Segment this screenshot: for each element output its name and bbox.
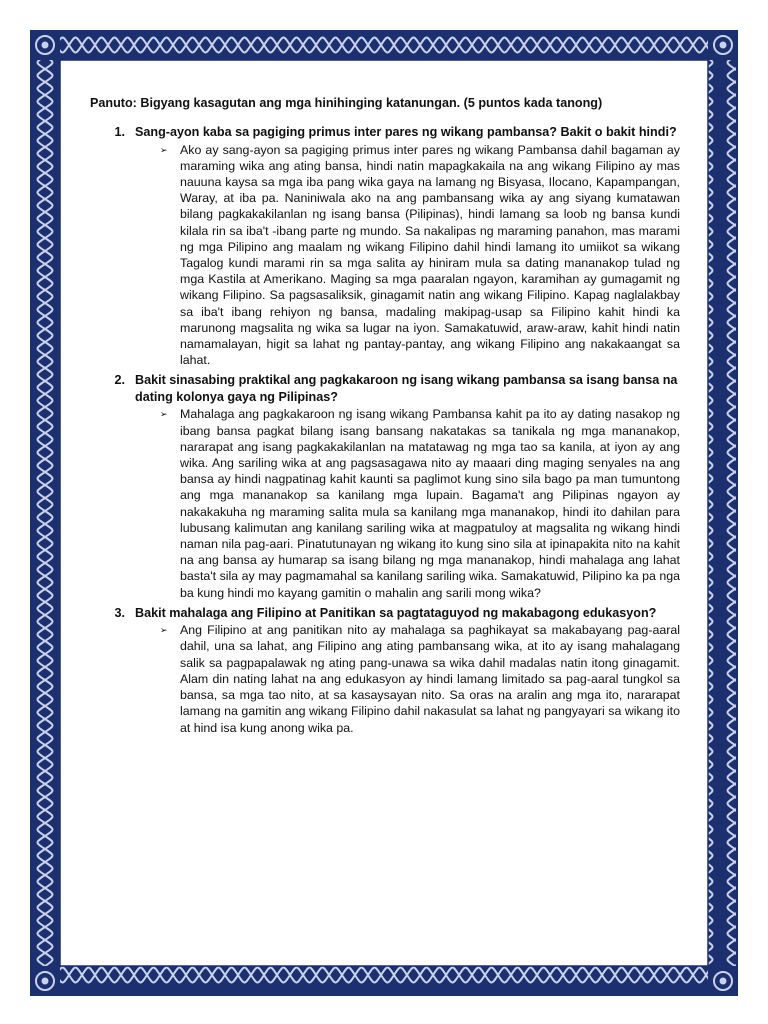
question-number: 1. [114, 125, 125, 139]
corner-ornament-bottom-left [30, 966, 60, 996]
arrow-bullet-icon: ➢ [160, 144, 168, 155]
question-item-1 [90, 124, 680, 368]
question-list [90, 124, 680, 736]
answer-text: Ako ay sang-ayon sa pagiging primus inter pares ng wikang Pambansa dahil bagaman ay maraming wika ang ating bansa, hindi natin mapagkakaila na ang wikang Filipino ay mas nauuna kaysa sa mga iba pang wika gaya na lamang ng Bisyasa, Ilocano, Kapampangan, Waray, at iba pa. Naniniwala ako na ang pambansang wika ay ang siyang kumatawan bilang pagkakakilanlan ng isang bansa (Pilipinas), hindi lamang sa loob ng bansa kundi kilala rin sa iba't -ibang parte ng mundo. Sa nakalipas ng maraming panahon, mas marami ng mga Pilipino ang maalam ng wikang Filipino dahil hindi lamang ito umiikot sa wikang Tagalog kundi marami rin sa mga salita ay hiniram mula sa dating mananakop tulad ng mga Kastila at Amerikano. Maging sa mga paaralan ngayon, karamihan ay gumagamit ng wikang Filipino. Sa pagsasaliksik, ginagamit natin ang wikang Filipino. Kapag naglalakbay sa iba't ibang rehiyon ng bansa, madaling makipag-usap sa Filipino kahit hindi ka marunong magsalita ng wika sa lugar na iyon. Samakatuwid, araw-araw, kahit hindi natin namamalayan, higit sa lahat ng pantay-pantay, ang wikang Filipino ang nakakaangat sa lahat. [180, 142, 680, 368]
question-header [90, 124, 680, 141]
question-text: Bakit sinasabing praktikal ang pagkakaroon ng isang wikang pambansa sa isang bansa na dating kolonya gaya ng Pilipinas? [135, 373, 678, 404]
corner-ornament-top-right [708, 30, 738, 60]
corner-ornament-bottom-right [708, 966, 738, 996]
answer-text: Ang Filipino at ang panitikan nito ay mahalaga sa paghikayat sa makabayang pag-aaral dahil, una sa lahat, ang Filipino ang ating pambansang wika, at ito ay isang mahalagang salik sa pagpapalawak ng ating pang-unawa sa wika dahil madalas natin itong ginagamit. Alam din nating lahat na ang edukasyon ay hindi lamang limitado sa pag-aaral tungkol sa bansa, sa mga tao nito, at sa kasaysayan nito. Sa oras na aralin ang mga ito, nararapat lamang na gamitin ang wikang Filipino dahil nakasulat sa lahat ng pangyayari sa wikang ito at hind isa kung anong wika pa. [180, 623, 680, 735]
question-item-3 [90, 605, 680, 736]
question-text: Bakit mahalaga ang Filipino at Panitikan sa pagtataguyod ng makabagong edukasyon? [135, 605, 657, 620]
answer-block [90, 142, 680, 369]
arrow-bullet-icon: ➢ [160, 625, 168, 636]
document-content [90, 90, 680, 740]
arrow-bullet-icon: ➢ [160, 409, 168, 420]
question-header [90, 605, 680, 622]
question-number: 2. [114, 373, 125, 388]
corner-ornament-top-left [30, 30, 60, 60]
question-number: 3. [114, 605, 125, 620]
answer-block [90, 406, 680, 600]
answer-block [90, 622, 680, 735]
answer-text: Mahalaga ang pagkakaroon ng isang wikang Pambansa kahit pa ito ay dating nasakop ng ibang bansa pagkat bilang isang bansang nakatakas sa tanikala ng mga mananakop, nararapat ang isang pagkakakilanlan na matatawag ng mga tao sa kanila, at iyon ay ang wika. Ang sariling wika at ang pagsasagawa nito ay maaari ding maging senyales na ang bansa ay hindi nagpatinag kahit kaunti sa paglimot kung sino sila bago pa man tumuntong ang mga mananakop sa kanilang mga lupain. Bagama't ang Pilipinas ngayon ay nakakakuha ng maraming salita mula sa kanilang mga mananakop, hindi ito dahilan para lubusang kalimutan ang kanilang sariling wika at magpatuloy at magsalita ng wikang hindi naman nila pag-aari. Pinatutunayan ng wikang ito kung sino sila at ipinapakita nito na kahit na ang bansa ay humarap sa isang bilang ng mga mananakop, hindi mahalaga ang lahat basta't sila ay may pagmamahal sa kanilang sariling wika. Samakatuwid, Pilipino ka pa nga ba kung hindi mo kayang gamitin o mahalin ang sarili mong wika? [180, 407, 680, 600]
instructions-heading: Panuto: Bigyang kasagutan ang mga hinihinging katanungan. (5 puntos kada tanong) [90, 96, 603, 110]
question-header [90, 372, 680, 405]
question-text: Sang-ayon kaba sa pagiging primus inter pares ng wikang pambansa? Bakit o bakit hindi? [135, 125, 677, 139]
question-item-2 [90, 372, 680, 600]
